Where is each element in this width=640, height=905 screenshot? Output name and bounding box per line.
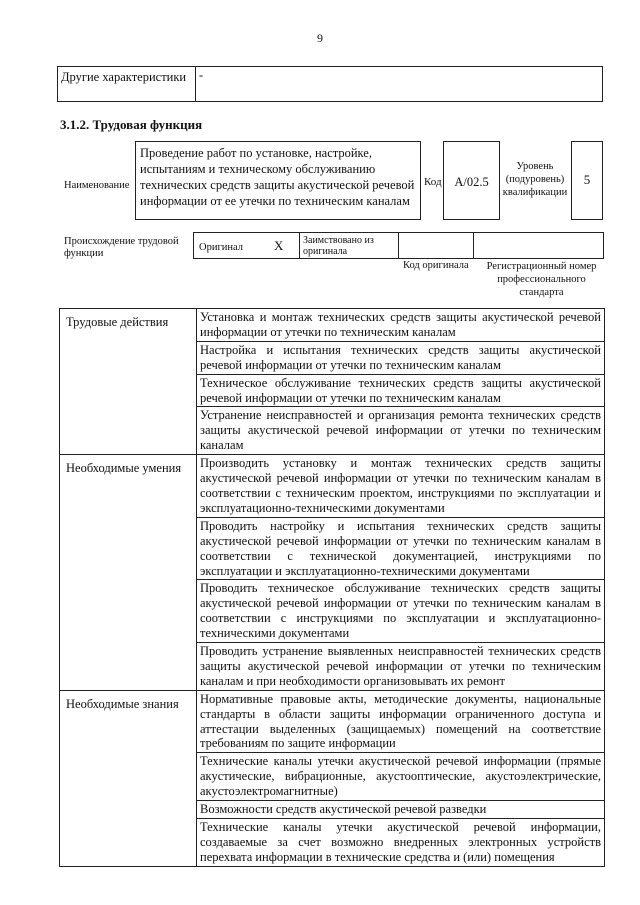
origin-label: Происхождение трудовой функции: [64, 236, 179, 259]
group-items: [197, 309, 604, 454]
list-item: Установка и монтаж технических средств защиты акустической речевой информации от утечки по техническим каналам: [197, 309, 604, 342]
group-name: Необходимые умения: [60, 455, 197, 690]
group-labor-actions: [60, 309, 604, 455]
list-item: Техническое обслуживание технических средств защиты акустической речевой информации от утечки по техническим каналам: [197, 375, 604, 408]
list-item: Возможности средств акустической речевой разведки: [197, 801, 604, 819]
list-item: Настройка и испытания технических средств защиты акустической речевой информации от утечки по техническим каналам: [197, 342, 604, 375]
list-item: Устранение неисправностей и организация ремонта технических средств защиты акустической речевой информации от утечки по техническим каналам: [200, 408, 601, 453]
function-name: Проведение работ по установке, настройке, испытаниям и техническому обслуживанию технических средств защиты акустической речевой информации от ее утечки по техническим каналам: [135, 141, 421, 220]
level-label: Уровень (подуровень) квалификации: [502, 161, 568, 198]
group-required-skills: [60, 455, 604, 691]
group-required-knowledge: [60, 691, 604, 866]
function-details-table: [59, 308, 605, 867]
borrowed-label: Заимствовано из оригинала: [300, 233, 399, 258]
list-item: Нормативные правовые акты, методические документы, национальные стандарты в области защиты информации ограниченного доступа и аттестации выделенных (защищаемых) помещений на соответствие требованиям по защите информации: [197, 691, 604, 754]
original-mark: X: [274, 238, 284, 253]
list-item: Технические каналы утечки акустической речевой информации, создаваемые за счет возможно внедренных электронных устройств перехвата информации в технические средства и (или) помещения: [200, 820, 601, 864]
list-item: Проводить техническое обслуживание технических средств защиты акустической речевой информации от утечки по техническим каналам в соответствии с инструкциями по эксплуатации и эксплуатационно-техническими документами: [197, 580, 604, 643]
section-title: 3.1.2. Трудовая функция: [60, 117, 203, 132]
other-characteristics-table: [57, 66, 603, 102]
other-characteristics-value: -: [199, 68, 204, 82]
group-items: [197, 691, 604, 866]
code-label: Код: [424, 176, 442, 188]
name-label: Наименование: [64, 180, 130, 191]
list-item: Производить установку и монтаж технических средств защиты акустической речевой информации от утечки по техническим каналам в соответствии с техническим проектом, инструкциями по эксплуатации и эксплуатационно-техническими документами: [197, 455, 604, 518]
list-item: Технические каналы утечки акустической речевой информации (прямые акустические, вибрационные, акустооптические, акустоэлектрические, акустоэлектромагнитные): [197, 753, 604, 801]
list-item: Проводить настройку и испытания технических средств защиты акустической речевой информации от утечки по техническим каналам в соответствии с технической документацией, инструкциями по эксплуатации и эксплуатационно-техническими документами: [197, 518, 604, 581]
group-name: Трудовые действия: [60, 309, 197, 454]
function-code: A/02.5: [443, 141, 500, 220]
group-items: [197, 455, 604, 690]
reg-number-cell: [474, 233, 603, 258]
group-name: Необходимые знания: [60, 691, 197, 866]
code-original-cell: [399, 233, 474, 258]
code-original-label: Код оригинала: [403, 260, 469, 271]
original-label: Оригинал: [199, 242, 243, 253]
qualification-level: 5: [571, 141, 603, 220]
origin-table: [193, 232, 604, 259]
list-item: Проводить устранение выявленных неисправностей технических средств защиты акустической речевой информации от утечки по техническим каналам и при необходимости организовывать их ремонт: [200, 644, 601, 688]
page-number: 9: [317, 31, 323, 45]
original-cell: [194, 233, 300, 258]
other-characteristics-label: Другие характеристики: [58, 67, 196, 101]
reg-number-label: Регистрационный номер профессионального стандарта: [486, 261, 597, 298]
